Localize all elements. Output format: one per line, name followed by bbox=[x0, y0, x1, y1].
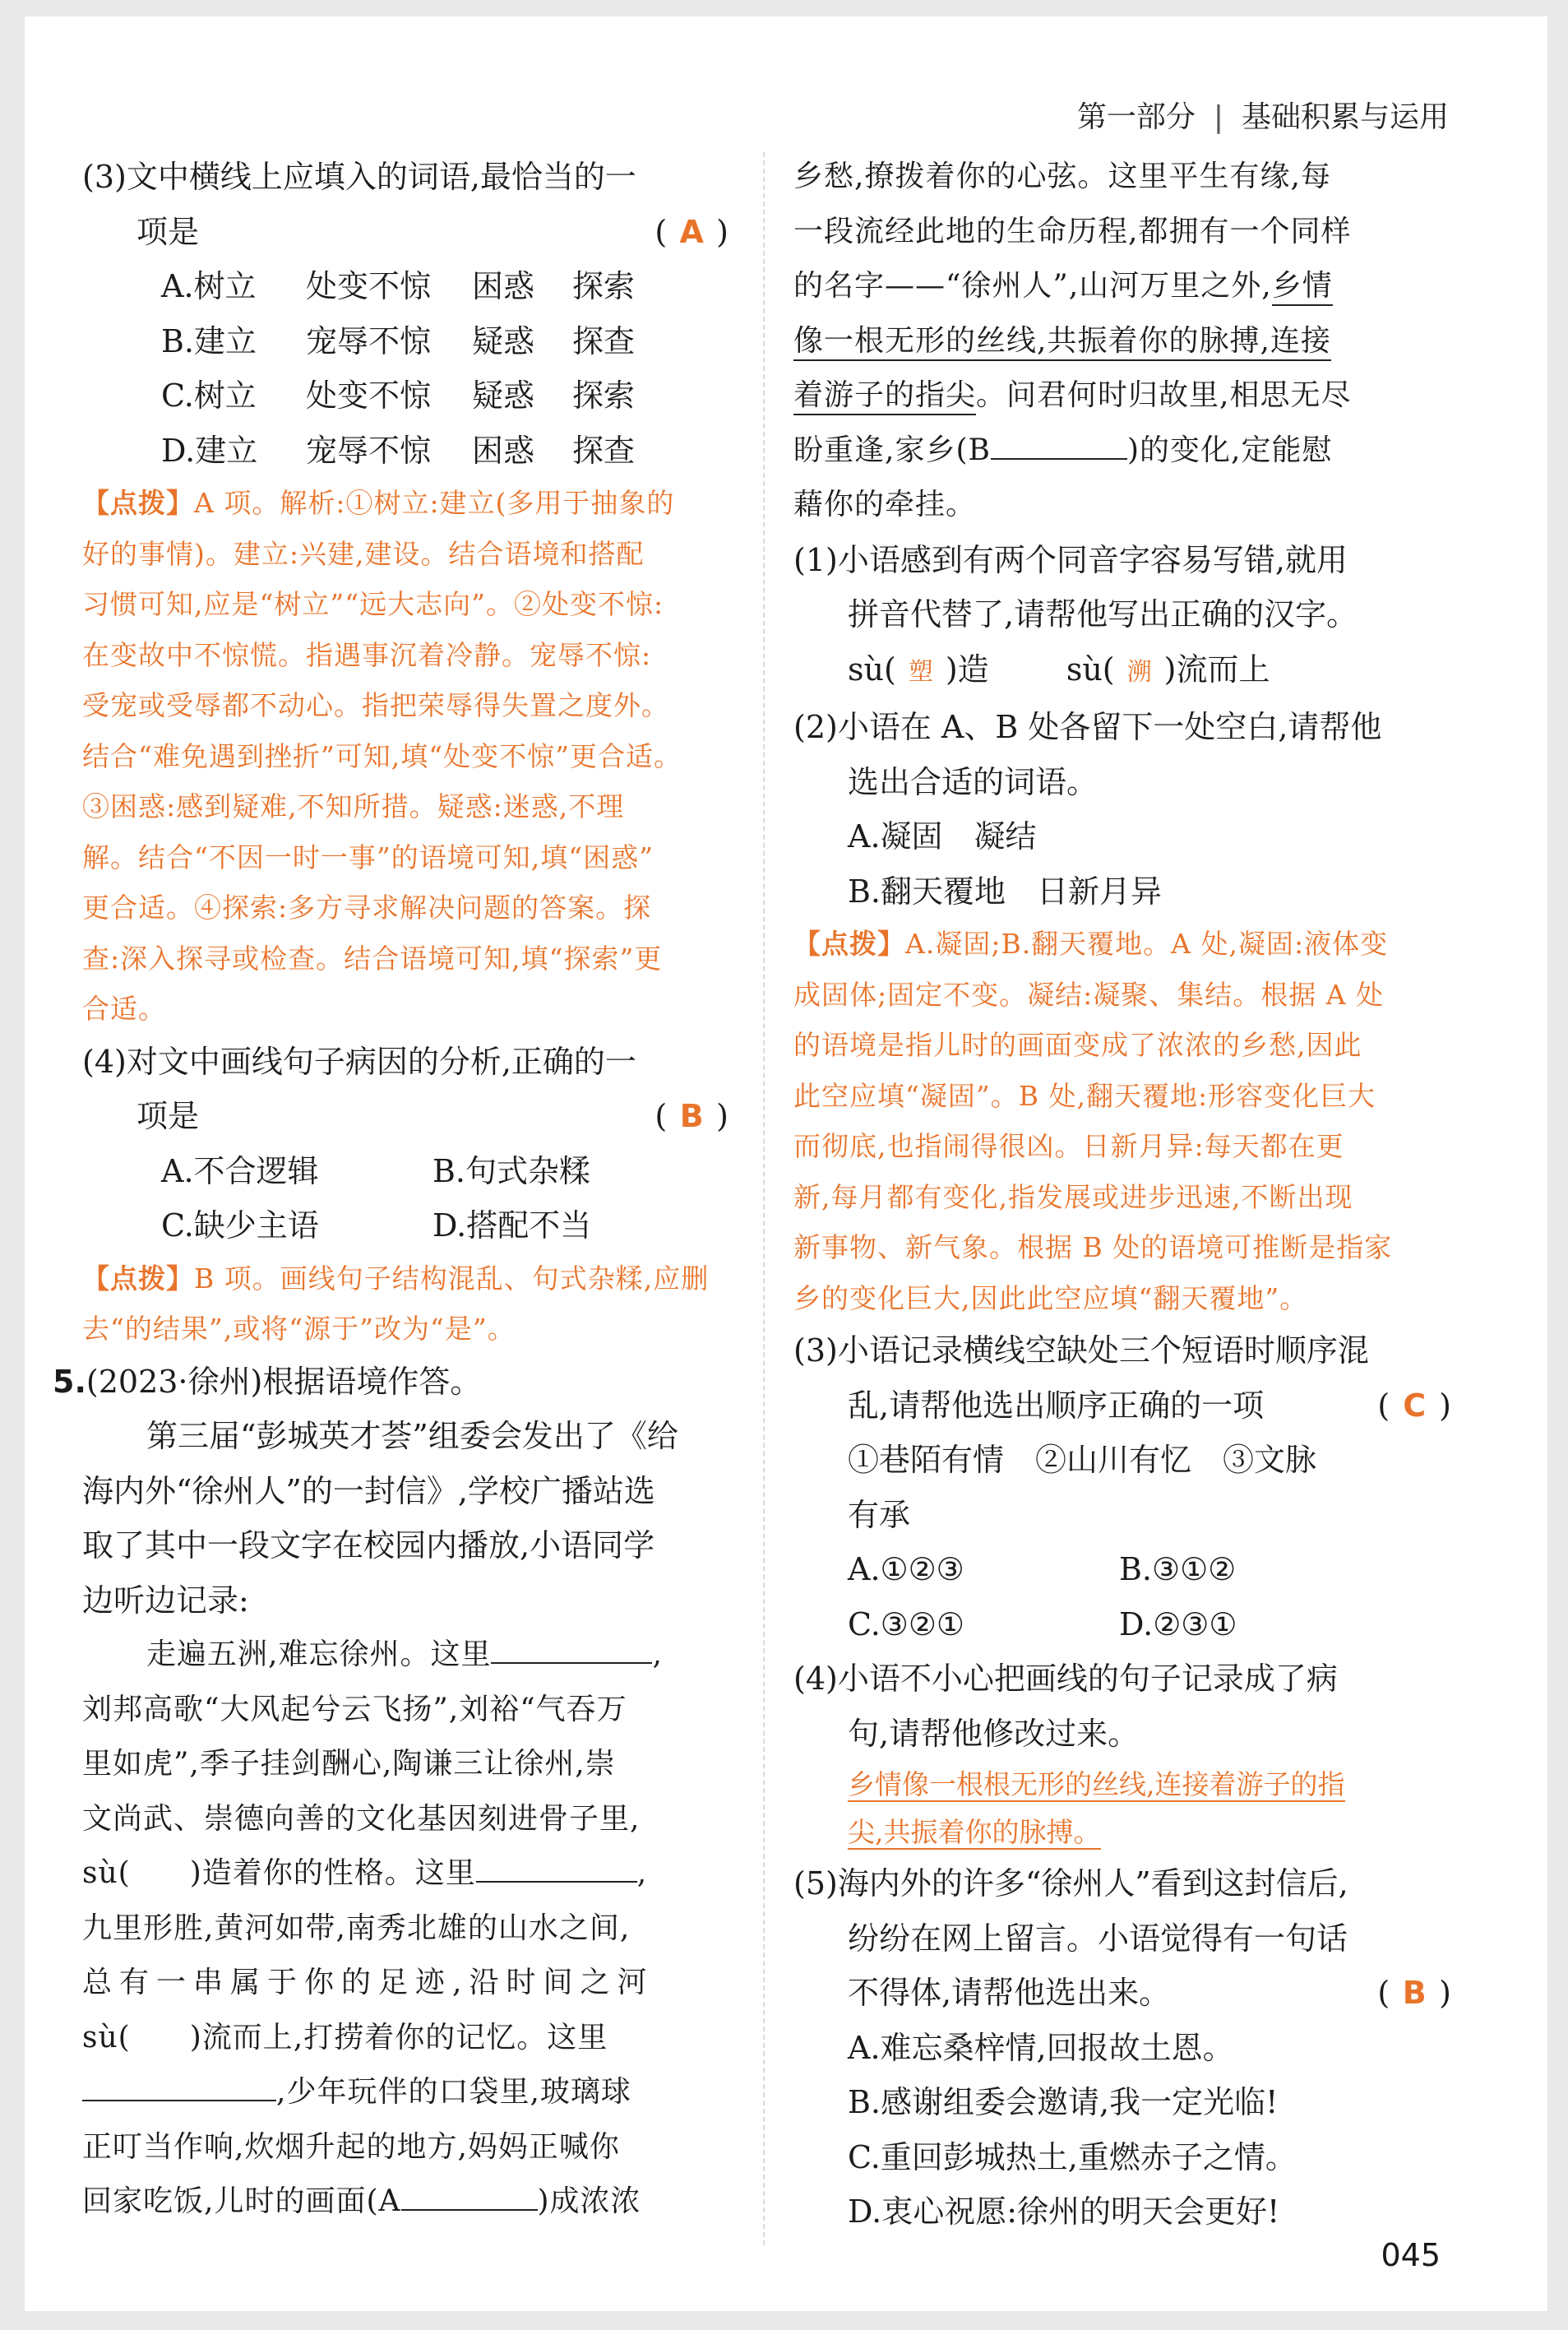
q4-stem-text: 项是 bbox=[136, 1098, 200, 1134]
sub2-note-line: 乡的变化巨大,因此此空应填“翻天覆地”。 bbox=[793, 1281, 1308, 1314]
sub2-option-b: B.翻天覆地 日新月异 bbox=[848, 873, 1163, 910]
header-section: 基础积累与运用 bbox=[1241, 100, 1449, 134]
sub5-stem: 不得体,请帮他选出来。 bbox=[848, 1975, 1171, 2011]
sub4-answer-line: 尖,共振着你的脉搏。 bbox=[848, 1816, 1101, 1848]
passage-line bbox=[793, 259, 1456, 314]
q3-note-line: 结合“难免遇到挫折”可知,填“处变不惊”更合适。 bbox=[82, 739, 682, 772]
right-column bbox=[793, 150, 1456, 2240]
page-number: 045 bbox=[1381, 2237, 1441, 2273]
passage-text: 盼重逢,家乡(B bbox=[793, 433, 991, 467]
passage-blank bbox=[476, 1856, 637, 1883]
q4-answer: B bbox=[679, 1098, 704, 1134]
passage-line: 文尚武、崇德向善的文化基因刻进骨子里, bbox=[82, 1801, 641, 1836]
sub5-option-a: A.难忘桑梓情,回报故土恩。 bbox=[848, 2029, 1234, 2066]
passage-line bbox=[793, 314, 1456, 369]
q3-c-4: 探索 bbox=[572, 378, 636, 414]
sub2-note-line: 新事物、新气象。根据 B 处的语境可推断是指家 bbox=[793, 1231, 1393, 1263]
q4-option-b: B.句式杂糅 bbox=[432, 1152, 591, 1189]
sub2-note-line: 的语境是指儿时的画面变成了浓浓的乡愁,因此 bbox=[793, 1029, 1362, 1061]
sub5-option-c: C.重回彭城热土,重燃赤子之情。 bbox=[848, 2138, 1297, 2175]
worksheet-page bbox=[25, 16, 1547, 2311]
sub1-b-pre: sù( bbox=[1066, 651, 1115, 688]
q5-sub2 bbox=[793, 700, 1456, 1323]
q3-b-4: 探查 bbox=[572, 322, 636, 359]
pinyin-su: sù( bbox=[82, 2020, 131, 2054]
q3-d-4: 探查 bbox=[572, 432, 636, 469]
q3-note-line: 习惯可知,应是“树立”“远大志向”。②处变不惊: bbox=[82, 588, 664, 620]
sub1-a-fill: 塑 bbox=[908, 657, 933, 687]
sub2-option-a: A.凝固 凝结 bbox=[848, 818, 1037, 855]
q3-note-line: 查:深入探寻或检查。结合语境可知,填“探索”更 bbox=[82, 942, 663, 975]
q3-answer: A bbox=[679, 213, 704, 250]
passage-line: 里如虎”,季子挂剑酬心,陶谦三让徐州,崇 bbox=[82, 1747, 616, 1781]
underlined-text: 连接 bbox=[1270, 324, 1331, 361]
sub4-answer bbox=[793, 1761, 1456, 1856]
q3-note-line: ③困惑:感到疑难,不知所措。疑惑:迷惑,不理 bbox=[82, 790, 625, 822]
q5-intro-line: 第三届“彭城英才荟”组委会发出了《给 bbox=[146, 1418, 678, 1454]
question-4 bbox=[82, 1035, 733, 1355]
sub2-note-line: 此空应填“凝固”。B 处,翻天覆地:形容变化巨大 bbox=[793, 1079, 1376, 1112]
sub5-stem: (5)海内外的许多“徐州人”看到这封信后, bbox=[793, 1865, 1348, 1902]
sub1-b-fill: 溯 bbox=[1126, 657, 1152, 687]
sub2-note-line: A.凝固;B.翻天覆地。A 处,凝固:液体变 bbox=[905, 928, 1389, 960]
q3-d-2: 宠辱不惊 bbox=[306, 432, 432, 469]
q3-c-1: C.树立 bbox=[161, 378, 257, 414]
q5-intro bbox=[82, 1409, 733, 1628]
sub3-option-d: D.②③① bbox=[1119, 1605, 1237, 1642]
sub5-stem: 纷纷在网上留言。小语觉得有一句话 bbox=[848, 1920, 1348, 1957]
passage-line bbox=[793, 424, 1456, 479]
sub5-answer: B bbox=[1402, 1975, 1427, 2011]
q3-a-3: 困惑 bbox=[472, 268, 535, 304]
sub4-answer-line: 乡情像一根根无形的丝线,连接着游子的指 bbox=[848, 1768, 1345, 1800]
q4-option-c: C.缺少主语 bbox=[161, 1207, 319, 1244]
q4-note bbox=[82, 1253, 733, 1355]
q3-d-3: 困惑 bbox=[472, 432, 535, 469]
underlined-text: 像一根无形的丝线,共振着你的脉搏, bbox=[793, 324, 1270, 361]
q5-sub3 bbox=[793, 1323, 1456, 1651]
passage-text: 。问君何时归故里,相思无尽 bbox=[976, 378, 1352, 412]
q3-c-2: 处变不惊 bbox=[306, 378, 432, 414]
q5-intro-line: 海内外“徐州人”的一封信》,学校广播站选 bbox=[82, 1472, 655, 1509]
q5-title-line bbox=[53, 1355, 733, 1410]
left-column bbox=[53, 150, 733, 2230]
passage-text: )的变化,定能慰 bbox=[1126, 433, 1333, 467]
sub2-note-line: 而彻底,也指闹得很凶。日新月异:每天都在更 bbox=[793, 1130, 1344, 1162]
sub1-b-post: )流而上 bbox=[1163, 651, 1270, 688]
underlined-text: 着游子的指尖 bbox=[793, 378, 976, 415]
sub1-a-pre: sù( bbox=[848, 651, 896, 688]
q3-option-b bbox=[82, 314, 733, 369]
q4-note-label: 【点拨】 bbox=[82, 1262, 194, 1295]
q5-sub1 bbox=[793, 533, 1456, 701]
column-divider bbox=[763, 152, 765, 2245]
sub2-note-line: 新,每月都有变化,指发展或进步迅速,不断出现 bbox=[793, 1180, 1353, 1213]
sub3-items: ①巷陌有情 ②山川有忆 ③文脉 bbox=[848, 1442, 1317, 1478]
q4-option-d: D.搭配不当 bbox=[432, 1207, 592, 1244]
passage-text: 的名字——“徐州人”,山河万里之外, bbox=[793, 269, 1272, 303]
q3-note-label: 【点拨】 bbox=[82, 487, 194, 519]
sub3-answer: C bbox=[1403, 1387, 1427, 1424]
sub2-note-label: 【点拨】 bbox=[793, 928, 905, 960]
q3-stem-line1: (3)文中横线上应填入的词语,最恰当的一 bbox=[82, 159, 636, 195]
q5-number: 5. bbox=[53, 1363, 86, 1400]
blank-b bbox=[991, 433, 1127, 460]
q5-sub4 bbox=[793, 1651, 1456, 1856]
sub3-options-row1 bbox=[793, 1542, 1456, 1597]
passage-blank bbox=[491, 1637, 652, 1664]
q3-note-line: A 项。解析:①树立:建立(多用于抽象的 bbox=[194, 487, 675, 519]
q4-answer-paren: ( B ) bbox=[654, 1089, 733, 1144]
passage-line: 刘邦高歌“大风起兮云飞扬”,刘裕“气吞万 bbox=[82, 1692, 627, 1726]
q3-option-d bbox=[82, 424, 733, 479]
blank-a bbox=[401, 2184, 538, 2211]
passage-line: 走遍五洲,难忘徐州。这里 , bbox=[146, 1637, 663, 1671]
q3-c-3: 疑惑 bbox=[472, 378, 535, 414]
sub3-options-row2 bbox=[793, 1597, 1456, 1652]
header-part: 第一部分 bbox=[1076, 100, 1196, 134]
passage-text: 走遍五洲,难忘徐州。这里 bbox=[146, 1637, 492, 1671]
sub1-a-post: )造 bbox=[945, 651, 989, 688]
sub3-stem-line2 bbox=[793, 1378, 1456, 1434]
q4-note-line: 去“的结果”,或将“源于”改为“是”。 bbox=[82, 1313, 516, 1345]
sub4-stem: 句,请帮他修改过来。 bbox=[848, 1715, 1140, 1752]
passage-line bbox=[82, 2175, 733, 2230]
sub2-stem: 选出合适的词语。 bbox=[848, 763, 1099, 800]
passage-line bbox=[793, 368, 1456, 424]
q3-note-line: 受宠或受辱都不动心。指把荣辱得失置之度外。 bbox=[82, 689, 669, 721]
sub4-stem: (4)小语不小心把画线的句子记录成了病 bbox=[793, 1661, 1338, 1697]
sub3-items: 有承 bbox=[848, 1496, 911, 1533]
sub5-option-d: D.衷心祝愿:徐州的明天会更好! bbox=[848, 2193, 1280, 2230]
sub2-note bbox=[793, 919, 1456, 1323]
q5-passage-right bbox=[793, 150, 1456, 533]
sub2-note-line: 成固体;固定不变。凝结:凝聚、集结。根据 A 处 bbox=[793, 978, 1385, 1011]
passage-text: 回家吃饭,儿时的画面(A bbox=[82, 2184, 401, 2218]
question-5 bbox=[53, 1355, 733, 1410]
sub3-option-b: B.③①② bbox=[1119, 1551, 1237, 1587]
passage-line bbox=[82, 2011, 733, 2066]
sub3-option-c: C.③②① bbox=[848, 1605, 964, 1642]
q3-note-line: 解。结合“不因一时一事”的语境可知,填“困惑” bbox=[82, 841, 654, 873]
pinyin-su: sù( bbox=[82, 1856, 131, 1890]
sub5-option-b: B.感谢组委会邀请,我一定光临! bbox=[848, 2084, 1279, 2120]
q5-intro-line: 边听边记录: bbox=[82, 1582, 249, 1619]
passage-line: 藉你的牵挂。 bbox=[793, 488, 977, 521]
q5-intro-line: 取了其中一段文字在校园内播放,小语同学 bbox=[82, 1527, 655, 1563]
q3-answer-paren: ( A ) bbox=[654, 205, 733, 260]
passage-blank bbox=[82, 2075, 276, 2101]
q5-title: (2023·徐州)根据语境作答。 bbox=[86, 1363, 482, 1400]
q4-stem-line1: (4)对文中画线句子病因的分析,正确的一 bbox=[82, 1043, 636, 1080]
sub1-answers bbox=[793, 642, 1456, 701]
q3-b-2: 宠辱不惊 bbox=[306, 322, 432, 359]
q4-options-row2 bbox=[82, 1198, 733, 1253]
passage-text: )成浓浓 bbox=[537, 2184, 641, 2218]
sub3-answer-paren: ( C ) bbox=[1377, 1378, 1456, 1434]
q3-note-line: 在变故中不惊慌。指遇事沉着冷静。宠辱不惊: bbox=[82, 638, 652, 671]
question-3 bbox=[82, 150, 733, 1035]
q5-sub5 bbox=[793, 1856, 1456, 2240]
q5-passage-left bbox=[82, 1628, 733, 2230]
q3-option-c bbox=[82, 368, 733, 424]
q3-note-line: 合适。 bbox=[82, 993, 166, 1025]
passage-text: )流而上,打捞着你的记忆。这里 bbox=[189, 2020, 608, 2054]
sub2-stem: (2)小语在 A、B 处各留下一处空白,请帮他 bbox=[793, 709, 1382, 745]
q3-stem-line2 bbox=[82, 205, 733, 260]
sub3-stem: (3)小语记录横线空缺处三个短语时顺序混 bbox=[793, 1332, 1369, 1369]
running-header bbox=[1077, 94, 1449, 136]
sub1-stem: 拼音代替了,请帮他写出正确的汉字。 bbox=[848, 596, 1358, 632]
q3-d-1: D.建立 bbox=[161, 432, 258, 469]
passage-line bbox=[82, 2065, 733, 2120]
passage-line: 九里形胜,黄河如带,南秀北雄的山水之间, bbox=[82, 1911, 631, 1945]
passage-line: 一段流经此地的生命历程,都拥有一个同样 bbox=[793, 214, 1352, 248]
underlined-text: 乡情 bbox=[1272, 269, 1333, 306]
q3-a-2: 处变不惊 bbox=[306, 268, 432, 304]
q3-option-a bbox=[82, 259, 733, 314]
q3-stem-text: 项是 bbox=[136, 213, 200, 250]
passage-line: 正叮当作响,炊烟升起的地方,妈妈正喊你 bbox=[82, 2129, 620, 2164]
sub3-option-a: A.①②③ bbox=[848, 1551, 964, 1587]
passage-line: sù( )造着你的性格。这里 , bbox=[82, 1856, 648, 1890]
q3-note-line: 更合适。④探索:多方寻求解决问题的答案。探 bbox=[82, 892, 652, 924]
sub3-stem: 乱,请帮他选出顺序正确的一项 bbox=[848, 1387, 1265, 1424]
sub1-stem: (1)小语感到有两个同音字容易写错,就用 bbox=[793, 541, 1348, 578]
q3-note bbox=[82, 478, 733, 1035]
q3-b-3: 疑惑 bbox=[472, 322, 535, 359]
q3-note-line: 好的事情)。建立:兴建,建设。结合语境和搭配 bbox=[82, 537, 645, 570]
passage-line: 总有一串属于你的足迹,沿时间之河 bbox=[82, 1966, 654, 1999]
sub5-answer-paren: ( B ) bbox=[1377, 1966, 1456, 2021]
q4-note-line: B 项。画线句子结构混乱、句式杂糅,应删 bbox=[194, 1262, 710, 1295]
q3-b-1: B.建立 bbox=[161, 322, 257, 359]
q4-options-row1 bbox=[82, 1144, 733, 1199]
sub5-stem-line3 bbox=[793, 1966, 1456, 2021]
q3-a-1: A.树立 bbox=[161, 268, 257, 304]
header-separator: | bbox=[1213, 100, 1223, 134]
passage-line: 乡愁,撩拨着你的心弦。这里平生有缘,每 bbox=[793, 160, 1331, 193]
q3-a-4: 探索 bbox=[572, 268, 636, 304]
q4-stem-line2 bbox=[82, 1089, 733, 1144]
passage-text: ,少年玩伴的口袋里,玻璃球 bbox=[276, 2075, 631, 2109]
passage-text: )造着你的性格。这里 bbox=[189, 1856, 476, 1890]
q4-option-a: A.不合逻辑 bbox=[161, 1152, 319, 1189]
